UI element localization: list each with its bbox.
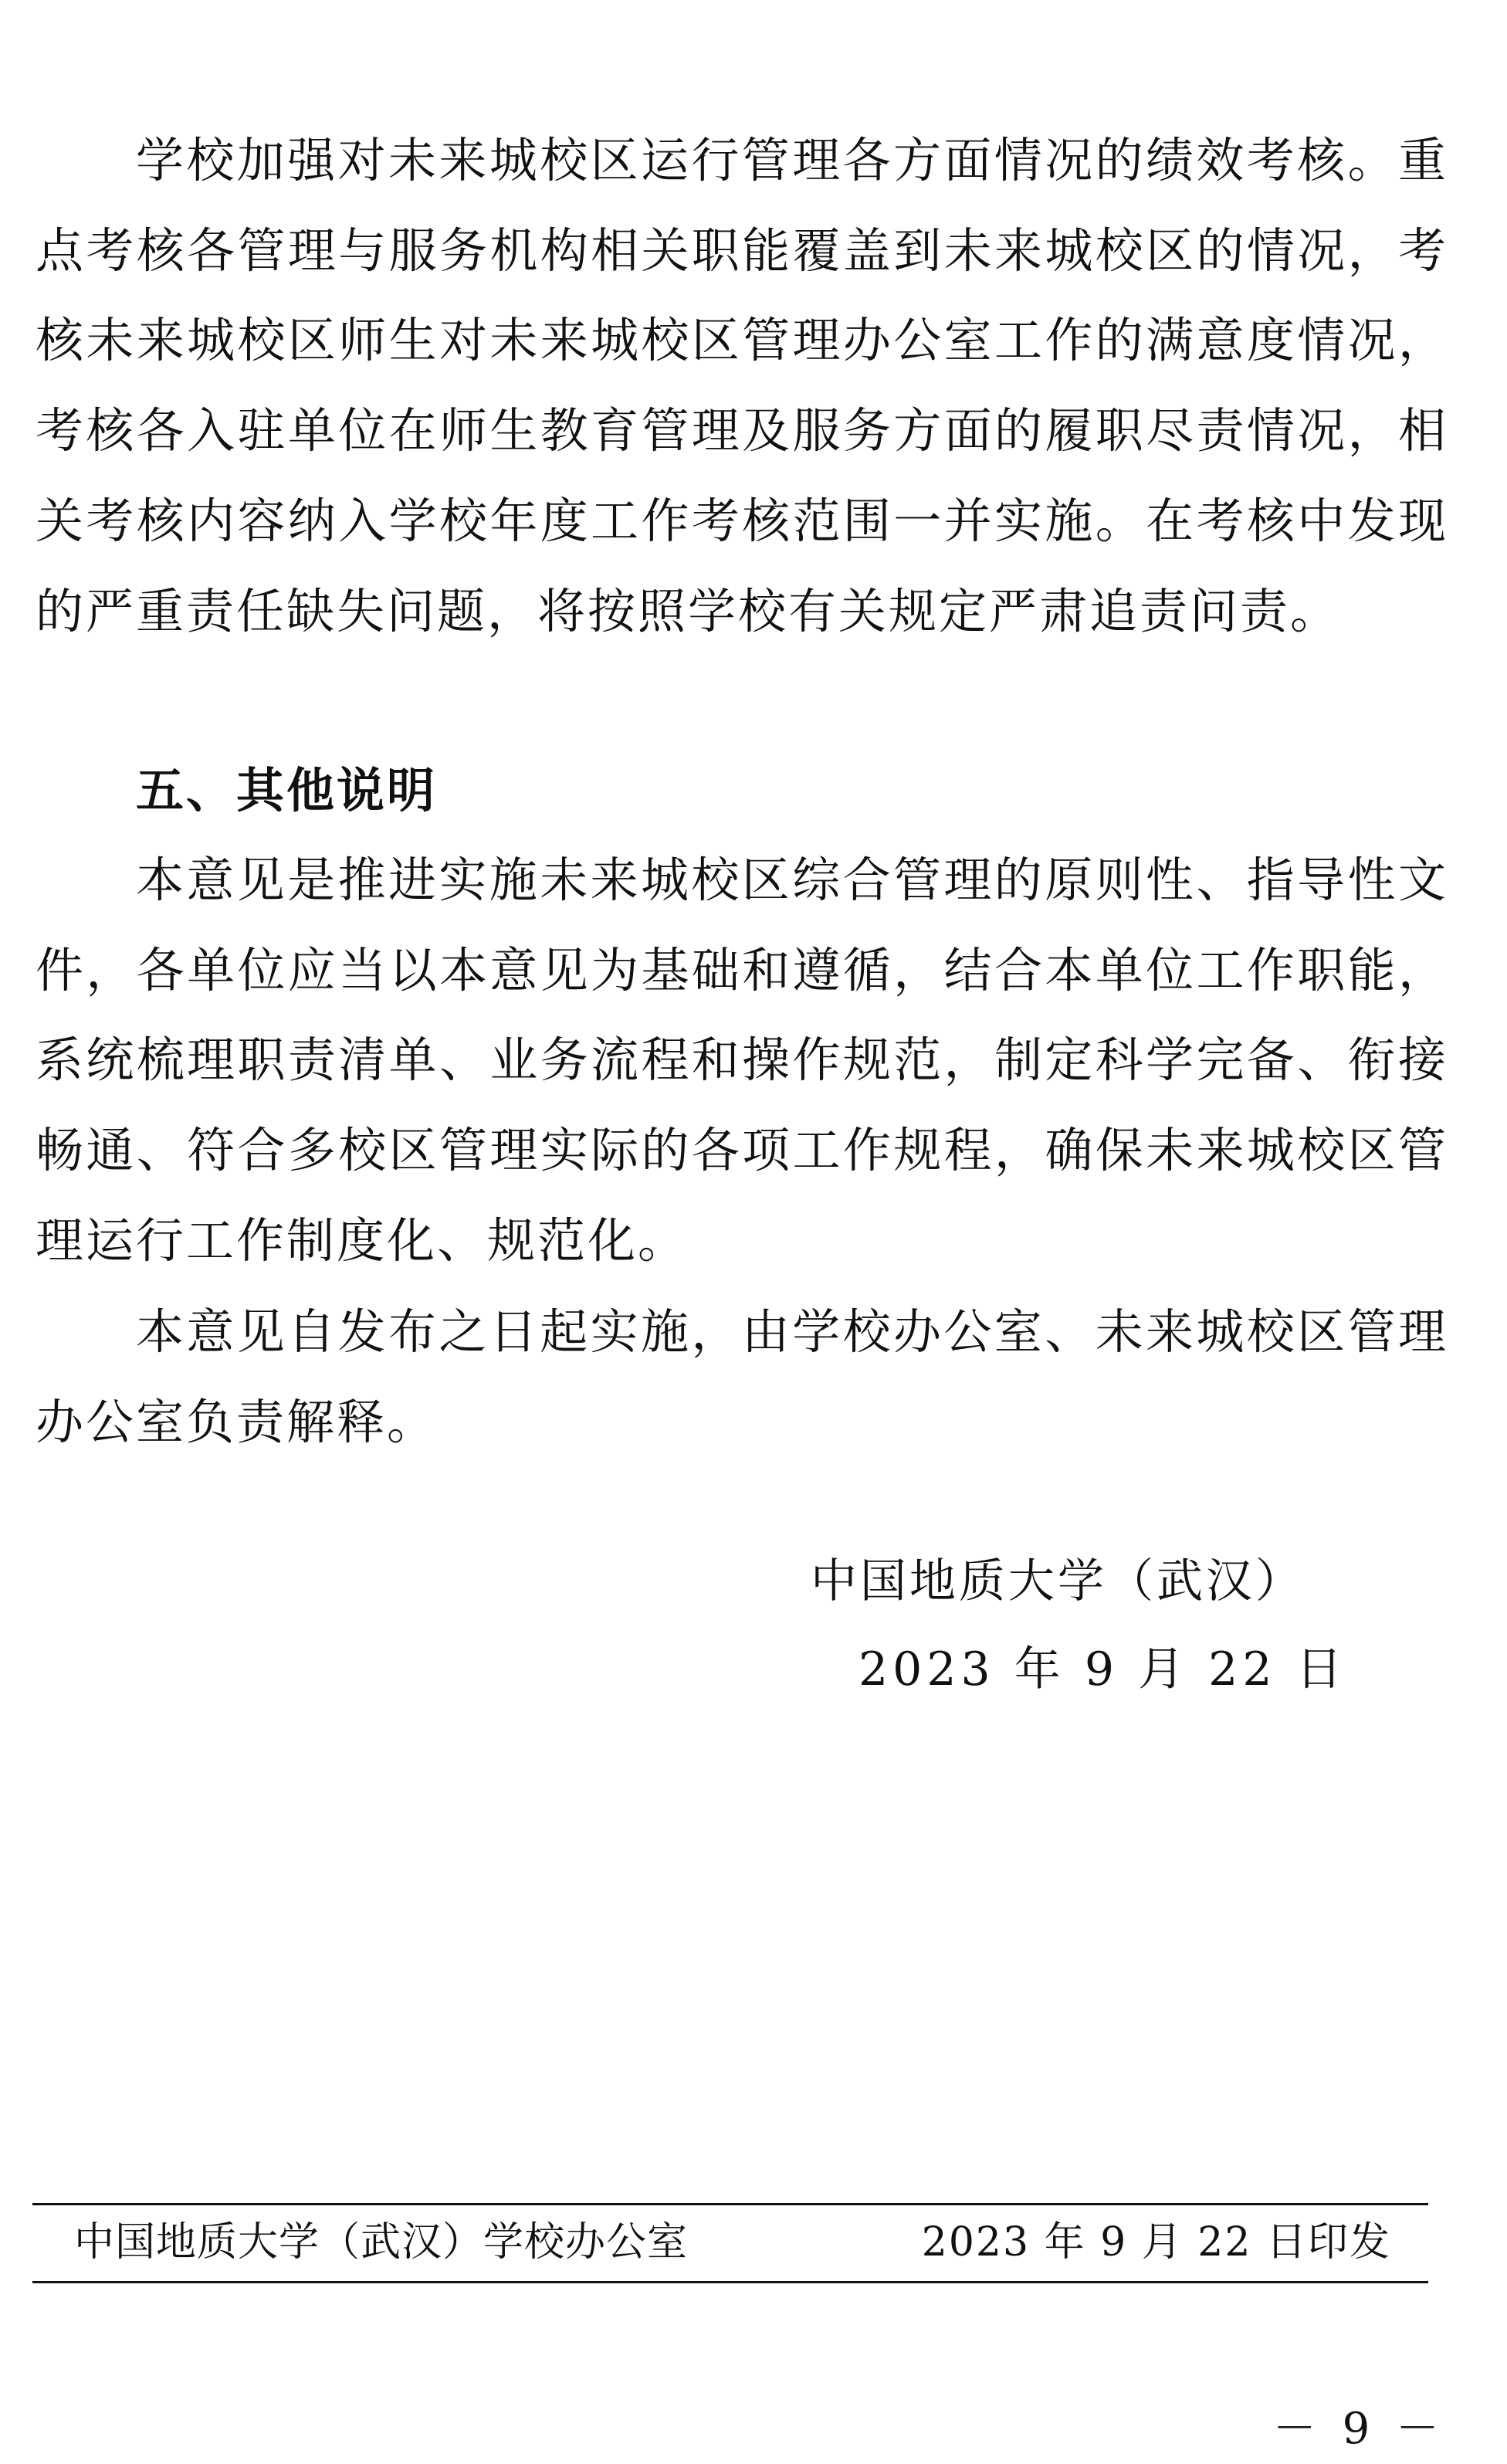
body-paragraph-principles: 本意见是推进实施未来城校区综合管理的原则性、指导性文件，各单位应当以本意见为基础和遵循，结合本单位工作职能，系统梳理职责清单、业务流程和操作规范，制定科学完备、衔接畅通、符合多校区管理实际的各项工作规程，确保未来城校区管理运行工作制度化、规范化。 <box>36 852 1448 1269</box>
signature-organization: 中国地质大学（武汉） <box>811 1554 1305 1608</box>
footer-bottom-rule <box>32 2281 1428 2283</box>
page-number: － 9 － <box>1272 2404 1445 2454</box>
signature-date: 2023 年 9 月 22 日 <box>858 1642 1347 1696</box>
body-paragraph-assessment: 学校加强对未来城校区运行管理各方面情况的绩效考核。重点考核各管理与服务机构相关职能覆盖到未来城校区的情况，考核未来城校区师生对未来城校区管理办公室工作的满意度情况，考核各入驻单位在师生教育管理及服务方面的履职尽责情况，相关考核内容纳入学校年度工作考核范围一并实施。在考核中发现的严重责任缺失问题，将按照学校有关规定严肃追责问责。 <box>36 132 1448 639</box>
body-paragraph-effective-date: 本意见自发布之日起实施，由学校办公室、未来城校区管理办公室负责解释。 <box>36 1303 1448 1450</box>
footer-issue-date: 2023 年 9 月 22 日印发 <box>921 2219 1391 2266</box>
footer-issuer: 中国地质大学（武汉）学校办公室 <box>74 2219 689 2266</box>
footer-top-rule <box>32 2203 1428 2205</box>
section-heading-other-notes: 五、其他说明 <box>136 762 438 819</box>
